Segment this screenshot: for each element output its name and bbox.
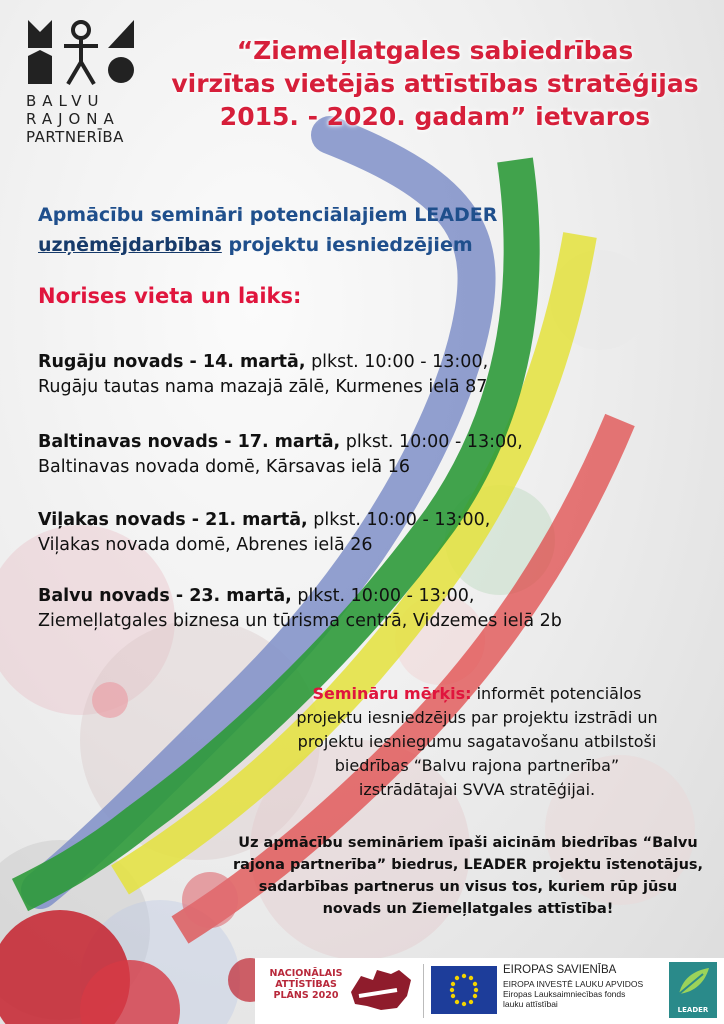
session-location-date: Rugāju novads - 14. martā, [38,352,306,372]
session-time: plkst. 10:00 - 13:00, [305,352,489,372]
invite-line-4: novads un Ziemeļlatgales attīstība! [322,901,614,917]
leader-label: LEADER [677,1006,709,1014]
session-place: Baltinavas novada domē, Kārsavas ielā 16 [38,457,410,477]
eu-line-3: lauku attīstībai [503,999,558,1009]
session-place: Viļakas novada domē, Abrenes ielā 26 [38,535,373,555]
goal-line-4: biedrības “Balvu rajona partnerība” [334,756,620,775]
session-place: Rugāju tautas nama mazajā zālē, Kurmenes ielā 87 [38,377,488,397]
goal-line-2: projektu iesniedzējus par projektu izstrādi un [296,708,658,727]
bg-red-blob [92,682,128,718]
leader-leaf-icon [669,962,717,1002]
leader-logo [669,962,717,1018]
subtitle-line-2-rest: projektu iesniedzējiem [221,234,473,256]
nap-line-2: ATTĪSTĪBAS [275,979,337,990]
subtitle-line-1: Apmācību semināri potenciālajiem LEADER [38,204,498,226]
session-location-date: Baltinavas novads - 17. martā, [38,432,341,452]
logo-line-1: BALVU [26,92,105,110]
subtitle-underlined: uzņēmējdarbības [38,234,222,256]
sponsor-logos [255,958,724,1024]
nap-line-3: PLĀNS 2020 [273,990,339,1001]
session-location-date: Balvu novads - 23. martā, [38,586,292,606]
page-title [170,34,700,133]
logo [26,18,136,146]
section-heading: Norises vieta un laiks: [38,284,302,308]
session-item [38,430,658,480]
title-line-2: virzītas vietējās attīstības stratēģijas [171,69,699,98]
logo-line-2: RAJONA [26,110,120,128]
nap-line-1: NACIONĀLAIS [269,968,343,979]
invite-line-3: sadarbības partnerus un visus tos, kuriem rūp jūsu [258,879,678,895]
eu-text-block [503,964,663,1009]
session-time: plkst. 10:00 - 13:00, [291,586,475,606]
logo-line-3: PARTNERĪBA [26,128,124,146]
invite-line-1: Uz apmācību semināriem īpaši aicinām biedrības “Balvu [238,835,698,851]
eu-title: EIROPAS SAVIENĪBA [503,964,617,976]
subtitle [38,200,558,260]
session-place: Ziemeļlatgales biznesa un tūrisma centrā, Vidzemes ielā 2b [38,611,562,631]
session-item [38,350,658,400]
eu-line-1: EIROPA INVESTĒ LAUKU APVIDOS [503,979,644,989]
session-item [38,508,658,558]
goal-line-3: projektu iesniegumu sagatavošanu atbilstoši [297,732,657,751]
session-time: plkst. 10:00 - 13:00, [340,432,523,452]
goal-label: Semināru mērķis: [312,684,472,703]
eu-line-2: Eiropas Lauksaimniecības fonds [503,989,626,999]
session-location-date: Viļakas novads - 21. martā, [38,510,308,530]
goal-line-5: izstrādātajai SVVA stratēģijai. [358,780,596,799]
goal-line-1: informēt potenciālos [471,684,642,703]
session-time: plkst. 10:00 - 13:00, [307,510,491,530]
invite-line-2: rajona partnerība” biedrus, LEADER projektu īstenotājus, [232,857,704,873]
logo-divider [423,964,424,1018]
title-line-3: 2015. - 2020. gadam” ietvaros [219,102,651,131]
session-item [38,584,658,634]
subtitle-line-2 [38,230,558,260]
nap-logo-text [261,968,351,1001]
logo-emblem [26,18,136,88]
goal-text [262,682,692,802]
title-line-1: “Ziemeļlatgales sabiedrības [236,36,634,65]
eu-flag-icon [431,966,497,1014]
latvia-map-icon [347,966,415,1016]
invitation-text [228,832,708,920]
